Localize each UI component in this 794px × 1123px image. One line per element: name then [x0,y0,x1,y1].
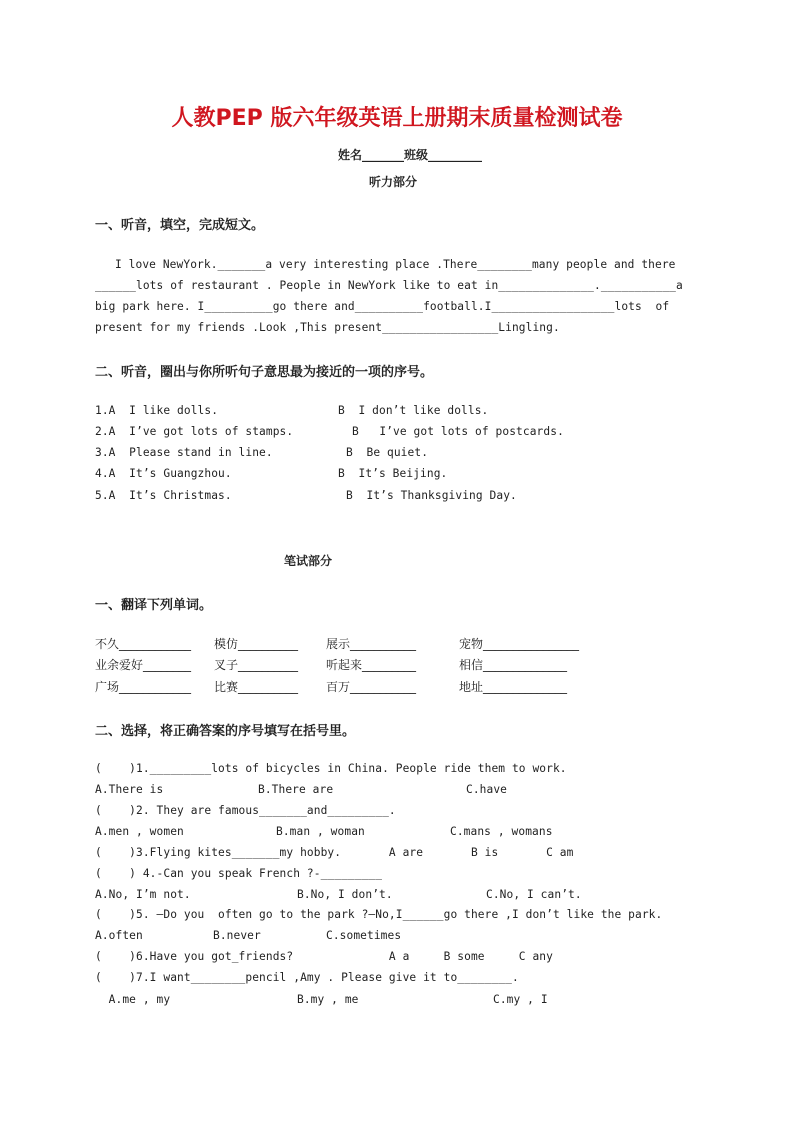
q1-option-a: A.There is [95,783,164,796]
q5-option-b: B.never [213,929,261,942]
written-section1-heading: 一、翻译下列单词。 [95,598,213,613]
choice-item-2-a: 2.A I’ve got lots of stamps. [95,425,294,438]
translate-cell-1-1: 不久____________ [95,637,192,651]
choice-item-4-a: 4.A It’s Guangzhou. [95,467,232,480]
choice-item-5-a: 5.A It’s Christmas. [95,489,232,502]
q2-option-c: C.mans , womans [450,825,553,838]
q7-option-b: B.my , me [297,993,359,1006]
choice-item-3-a: 3.A Please stand in line. [95,446,273,459]
choice-item-1-a: 1.A I like dolls. [95,404,219,417]
q4-option-a: A.No, I’m not. [95,888,191,901]
translate-cell-2-1: 业余爱好________ [95,658,192,672]
translate-cell-3-2: 比赛__________ [214,680,299,694]
q1-option-b: B.There are [258,783,334,796]
question-1: ( )1._________lots of bicycles in China. People ride them to work. [95,762,567,775]
listening-section2-heading: 二、听音，圈出与你所听句子意思最为接近的一项的序号。 [95,365,434,380]
q1-option-c: C.have [466,783,508,796]
passage-line-3: big park here. I__________go there and__________football.I__________________lots of [95,300,670,313]
listening-section1-heading: 一、听音，填空，完成短文。 [95,218,265,233]
choice-item-4-b: B It’s Beijing. [338,467,448,480]
translate-cell-1-2: 模仿__________ [214,637,299,651]
listening-part-label: 听力部分 [369,175,418,189]
q4-option-c: C.No, I can’t. [486,888,582,901]
page-title: 人教PEP 版六年级英语上册期末质量检测试卷 [171,106,623,131]
translate-cell-2-2: 叉子__________ [214,658,299,672]
question-3: ( )3.Flying kites_______my hobby. A are B is C am [95,846,574,859]
name-class-line: 姓名_______班级_________ [338,148,483,162]
written-part-label: 笔试部分 [284,554,333,568]
translate-cell-3-4: 地址______________ [459,680,568,694]
translate-cell-1-3: 展示___________ [326,637,417,651]
translate-cell-2-3: 听起来_________ [326,658,417,672]
q7-option-c: C.my , I [493,993,548,1006]
passage-line-1: I love NewYork._______a very interesting place .There________many people and there [115,258,676,271]
passage-line-2: ______lots of restaurant . People in NewYork like to eat in______________.___________a [95,279,683,292]
translate-cell-2-4: 相信______________ [459,658,568,672]
translate-cell-1-4: 宠物________________ [459,637,580,651]
choice-item-3-b: B Be quiet. [346,446,429,459]
translate-cell-3-3: 百万___________ [326,680,417,694]
q5-option-a: A.often [95,929,143,942]
question-5: ( )5. —Do you often go to the park ?—No,I______go there ,I don’t like the park. [95,908,663,921]
q2-option-a: A.men , women [95,825,184,838]
passage-line-4: present for my friends .Look ,This present_________________Lingling. [95,321,560,334]
question-2: ( )2. They are famous_______and_________. [95,804,396,817]
question-4: ( ) 4.-Can you speak French ?-_________ [95,867,383,880]
translate-cell-3-1: 广场____________ [95,680,192,694]
q7-option-a: A.me , my [95,993,171,1006]
question-7: ( )7.I want________pencil ,Amy . Please give it to________. [95,971,519,984]
choice-item-2-b: B I’ve got lots of postcards. [352,425,564,438]
choice-item-5-b: B It’s Thanksgiving Day. [346,489,517,502]
written-section2-heading: 二、选择，将正确答案的序号填写在括号里。 [95,724,356,739]
q4-option-b: B.No, I don’t. [297,888,393,901]
q5-option-c: C.sometimes [326,929,402,942]
question-6: ( )6.Have you got_friends? A a B some C any [95,950,553,963]
choice-item-1-b: B I don’t like dolls. [338,404,489,417]
q2-option-b: B.man , woman [276,825,365,838]
